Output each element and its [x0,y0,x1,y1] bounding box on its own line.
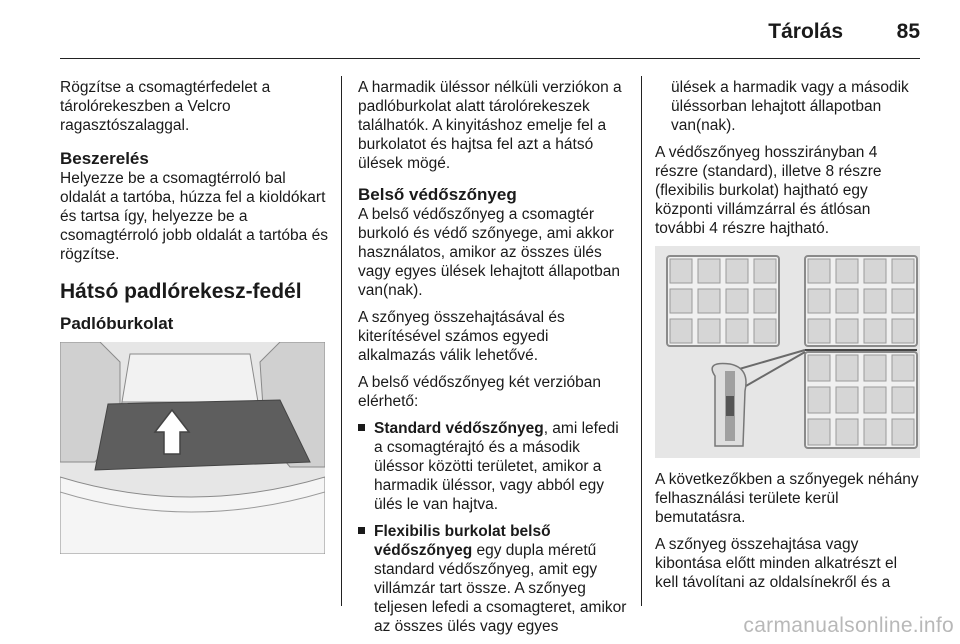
column-divider-1 [341,76,342,606]
mat-cell [892,355,914,381]
bullet-standard [358,419,628,514]
section-title: Hátsó padlórekesz-fedél [60,280,302,303]
mat-cell [892,259,914,283]
mat-cell [864,387,886,413]
bullet-flexible-text: egy dupla méretű standard védőszőnyeg, amit egy villámzár tart össze. A szőnyeg teljesen lefedi a csomagteret, amikor az összes ülés vagy egyes [374,542,627,635]
mat-cell [836,387,858,413]
page-number: 85 [896,20,920,43]
bullet-marker [358,424,365,431]
mat-cell [698,259,720,283]
mat-cell [864,289,886,313]
cover-paragraph-3: A belső védőszőnyeg két verzióban elérhető: [358,374,601,410]
bullet-flexible-bold: Flexibilis burkolat belső védőszőnyeg [374,523,551,559]
mat-cell [726,319,748,343]
cover-paragraph-1: A belső védőszőnyeg a csomagtér burkoló és védő szőnyege, ami akkor használatos, amikor az összes ülés vagy egyes ülések lehajtott állapotban van(nak). [358,206,620,299]
fold-paragraph: A védőszőnyeg hosszirányban 4 részre (standard), illetve 8 részre (flexibilis burkolat) hajtható egy központi villámzárral és átlósan további 4 részre hajtható. [655,144,882,237]
mat-cell [808,387,830,413]
mat-cell [836,319,858,343]
intro-paragraph: Rögzítse a csomagtérfedelet a tárolórekeszben a Velcro ragasztószalaggal. [60,79,271,134]
mat-cell [726,289,748,313]
page-header-title: Tárolás [768,20,843,43]
mat-cell [892,289,914,313]
unfold-paragraph: A szőnyeg összehajtása vagy kibontása előtt minden alkatrészt el kell távolítani az oldalsínekről és a [655,536,898,591]
mat-cell [670,319,692,343]
bullet-flexible [358,522,628,636]
cover-fold-illustration [655,246,920,458]
column-2 [358,78,628,644]
install-paragraph: Helyezze be a csomagtérroló bal oldalát a tartóba, húzza fel a kioldókart és tartsa így, helyezze be a csomagtérroló jobb oldalát a tartóba és rögzítse. [60,170,328,263]
trunk-floor-drawing [60,342,325,554]
mat-cell [836,259,858,283]
mat-cell [864,319,886,343]
mat-cell [892,319,914,343]
usage-paragraph: A következőkben a szőnyegek néhány felhasználási területe kerül bemutatásra. [655,471,919,526]
mat-cell [864,259,886,283]
continued-text: ülések a harmadik vagy a második üléssorban lehajtott állapotban van(nak). [671,79,909,134]
column-3 [655,78,923,600]
mat-cell [892,387,914,413]
mat-cell [698,319,720,343]
bullet-marker [358,527,365,534]
mat-cell [836,355,858,381]
watermark: carmanualsonline.info [743,614,954,637]
mat-cell [836,289,858,313]
mat-cell [808,319,830,343]
mat-cell [864,355,886,381]
mat-cell [670,289,692,313]
mat-cell [864,419,886,445]
mat-cell [754,289,776,313]
trunk-floor-illustration [60,342,325,554]
subsection-title: Padlóburkolat [60,314,174,333]
mat-cell [808,419,830,445]
bullet-standard-bold: Standard védőszőnyeg [374,420,544,437]
mat-cell [726,259,748,283]
header-divider [60,58,920,59]
mat-cell [836,419,858,445]
mat-cell [670,259,692,283]
column-divider-2 [641,76,642,606]
cover-fold-drawing [655,246,920,458]
heading-install: Beszerelés [60,149,149,168]
mat-cell [808,259,830,283]
mat-cell [698,289,720,313]
bullet-standard-text: , ami lefedi a csomagtérajtó és a második üléssor közötti területet, amikor a harmadik üléssor, vagy abból egy ülés le van hajtva. [374,420,619,513]
padlo-paragraph: A harmadik üléssor nélküli verziókon a padlóburkolat alatt tárolórekeszek találhatók. A kinyitáshoz emelje fel a burkolatot és hajtsa fel azt a hátsó ülések mögé. [358,79,622,172]
column-1 [60,78,332,554]
mat-cell [808,355,830,381]
cover-paragraph-2: A szőnyeg összehajtásával és kiterítésével számos egyedi alkalmazás válik lehetővé. [358,309,565,364]
heading-cover: Belső védőszőnyeg [358,185,517,204]
mat-cell [754,259,776,283]
mat-cell [808,289,830,313]
mat-cell [892,419,914,445]
mat-cell [754,319,776,343]
